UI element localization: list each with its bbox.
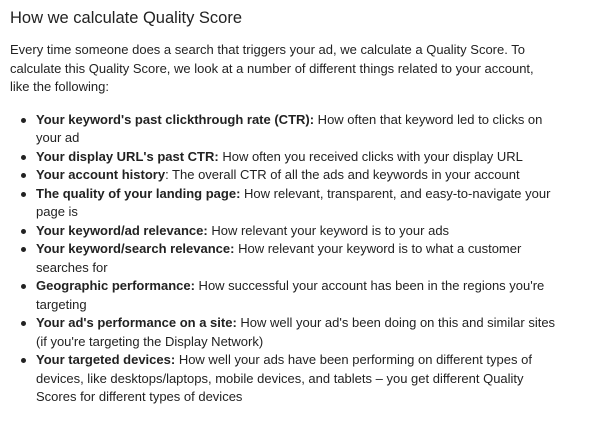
factor-description: How well your ad's been doing on this and similar sites (if you're targeting the Display Network) (36, 315, 556, 349)
page-title: How we calculate Quality Score (10, 9, 243, 27)
factor-description: How relevant, transparent, and easy-to-navigate your page is (36, 185, 551, 219)
factor-item (36, 185, 566, 222)
bullet-icon (21, 284, 26, 289)
factor-name: Your keyword's past clickthrough rate (CTR): (36, 111, 315, 127)
factor-description: : The overall CTR of all the ads and keywords in your account (165, 167, 520, 182)
bullet-icon (21, 118, 26, 123)
factor-name: Your display URL's past CTR: (36, 148, 219, 164)
factor-item (36, 351, 566, 407)
factor-name: Your targeted devices: (36, 352, 176, 367)
bullet-icon (21, 358, 26, 363)
factor-name: Your keyword/ad relevance: (36, 222, 208, 238)
factor-item (36, 222, 566, 241)
factor-description: How well your ads have been performing on different types of devices, like desktops/laptops, mobile devices, and tablets – you get different Quality Scores for different types of devices (36, 352, 532, 404)
factor-description: How relevant your keyword is to your ads (207, 222, 450, 238)
factor-description: How relevant your keyword is to what a customer searches for (36, 241, 522, 275)
factor-item (36, 166, 566, 185)
bullet-icon (21, 155, 26, 160)
factor-item (36, 111, 566, 148)
factor-name: Your ad's performance on a site: (36, 315, 237, 330)
factor-description: How successful your account has been in the regions you're targeting (36, 278, 545, 312)
bullet-icon (21, 173, 26, 178)
factor-list (10, 111, 566, 407)
factor-item (36, 240, 566, 277)
factor-description: How often you received clicks with your display URL (218, 148, 523, 164)
factor-name: The quality of your landing page: (36, 185, 241, 201)
factor-name: Your account history (36, 167, 166, 182)
bullet-icon (21, 192, 26, 197)
factor-item (36, 148, 566, 167)
intro-paragraph: Every time someone does a search that triggers your ad, we calculate a Quality Score. To calculate this Quality Score, we look at a number of different things related to your account, like the following: (10, 42, 534, 94)
factor-name: Your keyword/search relevance: (36, 241, 235, 256)
factor-name: Geographic performance: (36, 278, 195, 293)
factor-description: How often that keyword led to clicks on your ad (36, 111, 543, 145)
factor-item (36, 314, 566, 351)
bullet-icon (21, 321, 26, 326)
factor-item (36, 277, 566, 314)
bullet-icon (21, 247, 26, 252)
bullet-icon (21, 229, 26, 234)
